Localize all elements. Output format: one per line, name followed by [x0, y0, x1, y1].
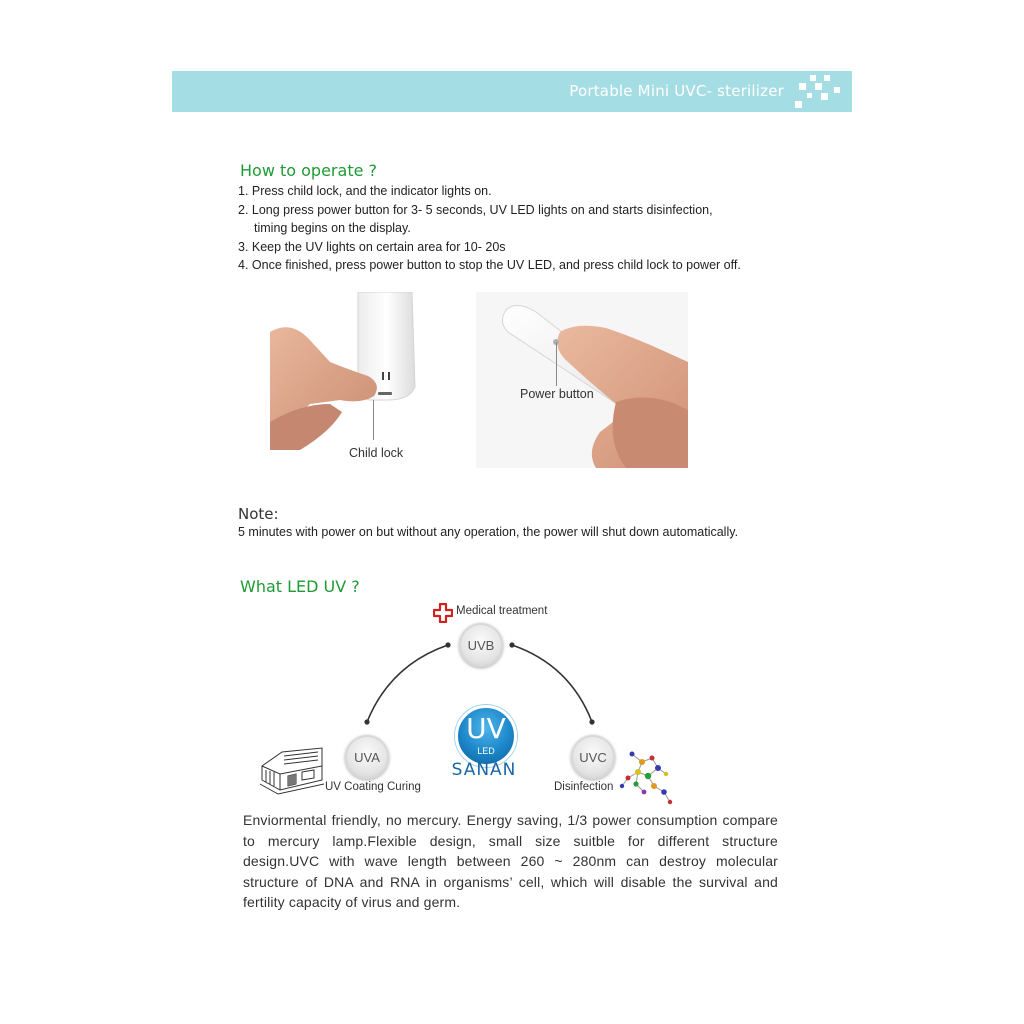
- uva-badge: [345, 735, 389, 779]
- note-heading: Note:: [238, 505, 279, 523]
- coating-machine-icon: [258, 740, 324, 798]
- step-item: 4. Once finished, press power button to stop the UV LED, and press child lock to power off.: [238, 258, 741, 272]
- section-heading-operate: How to operate ?: [240, 161, 378, 180]
- uv-led-logo: [455, 705, 517, 767]
- uvb-label: UVB: [467, 637, 495, 653]
- step-item-continued: timing begins on the display.: [254, 221, 411, 235]
- uvc-badge: [571, 735, 615, 779]
- step-item: 3. Keep the UV lights on certain area for 10- 20s: [238, 239, 506, 254]
- logo-led-text: LED: [477, 746, 495, 756]
- molecule-icon: [618, 748, 674, 806]
- uva-label: UVA: [354, 749, 380, 765]
- step-item: 1. Press child lock, and the indicator lights on.: [238, 184, 492, 198]
- callout-child-lock: Child lock: [349, 446, 404, 460]
- section-heading-led-uv: What LED UV ?: [240, 577, 360, 596]
- page-title: Portable Mini UVC- sterilizer: [569, 82, 784, 100]
- arc-endpoint: [364, 719, 369, 724]
- arc-uvb-to-uvc: [512, 645, 592, 722]
- brand-name: SANAN: [451, 760, 517, 780]
- led-uv-description: Enviormental friendly, no mercury. Energy saving, 1/3 power consumption compare to mercury lamp.Flexible design, small size suitble for different structure design.UVC with wave length between 260 ~ 280nm can destroy molecular structure of DNA and RNA in organisms’ cell, which will disable the survival and fertility capacity of virus and germ.: [243, 812, 778, 910]
- arc-endpoint: [509, 642, 514, 647]
- arc-endpoint: [589, 719, 594, 724]
- uvc-label: UVC: [579, 749, 607, 765]
- arc-endpoint: [445, 642, 450, 647]
- uvb-badge: [459, 623, 503, 667]
- uvc-caption: Disinfection: [554, 781, 614, 793]
- step-item: 2. Long press power button for 3- 5 seconds, UV LED lights on and starts disinfection,: [238, 202, 713, 217]
- note-text: 5 minutes with power on but without any operation, the power will shut down automatically.: [238, 525, 739, 539]
- medical-cross-icon: [433, 603, 453, 623]
- uva-caption: UV Coating Curing: [325, 781, 421, 793]
- logo-uv-text: UV: [466, 712, 506, 745]
- callout-power-button: Power button: [520, 387, 594, 401]
- uvb-caption: Medical treatment: [456, 605, 548, 617]
- arc-uvb-to-uva: [367, 645, 448, 722]
